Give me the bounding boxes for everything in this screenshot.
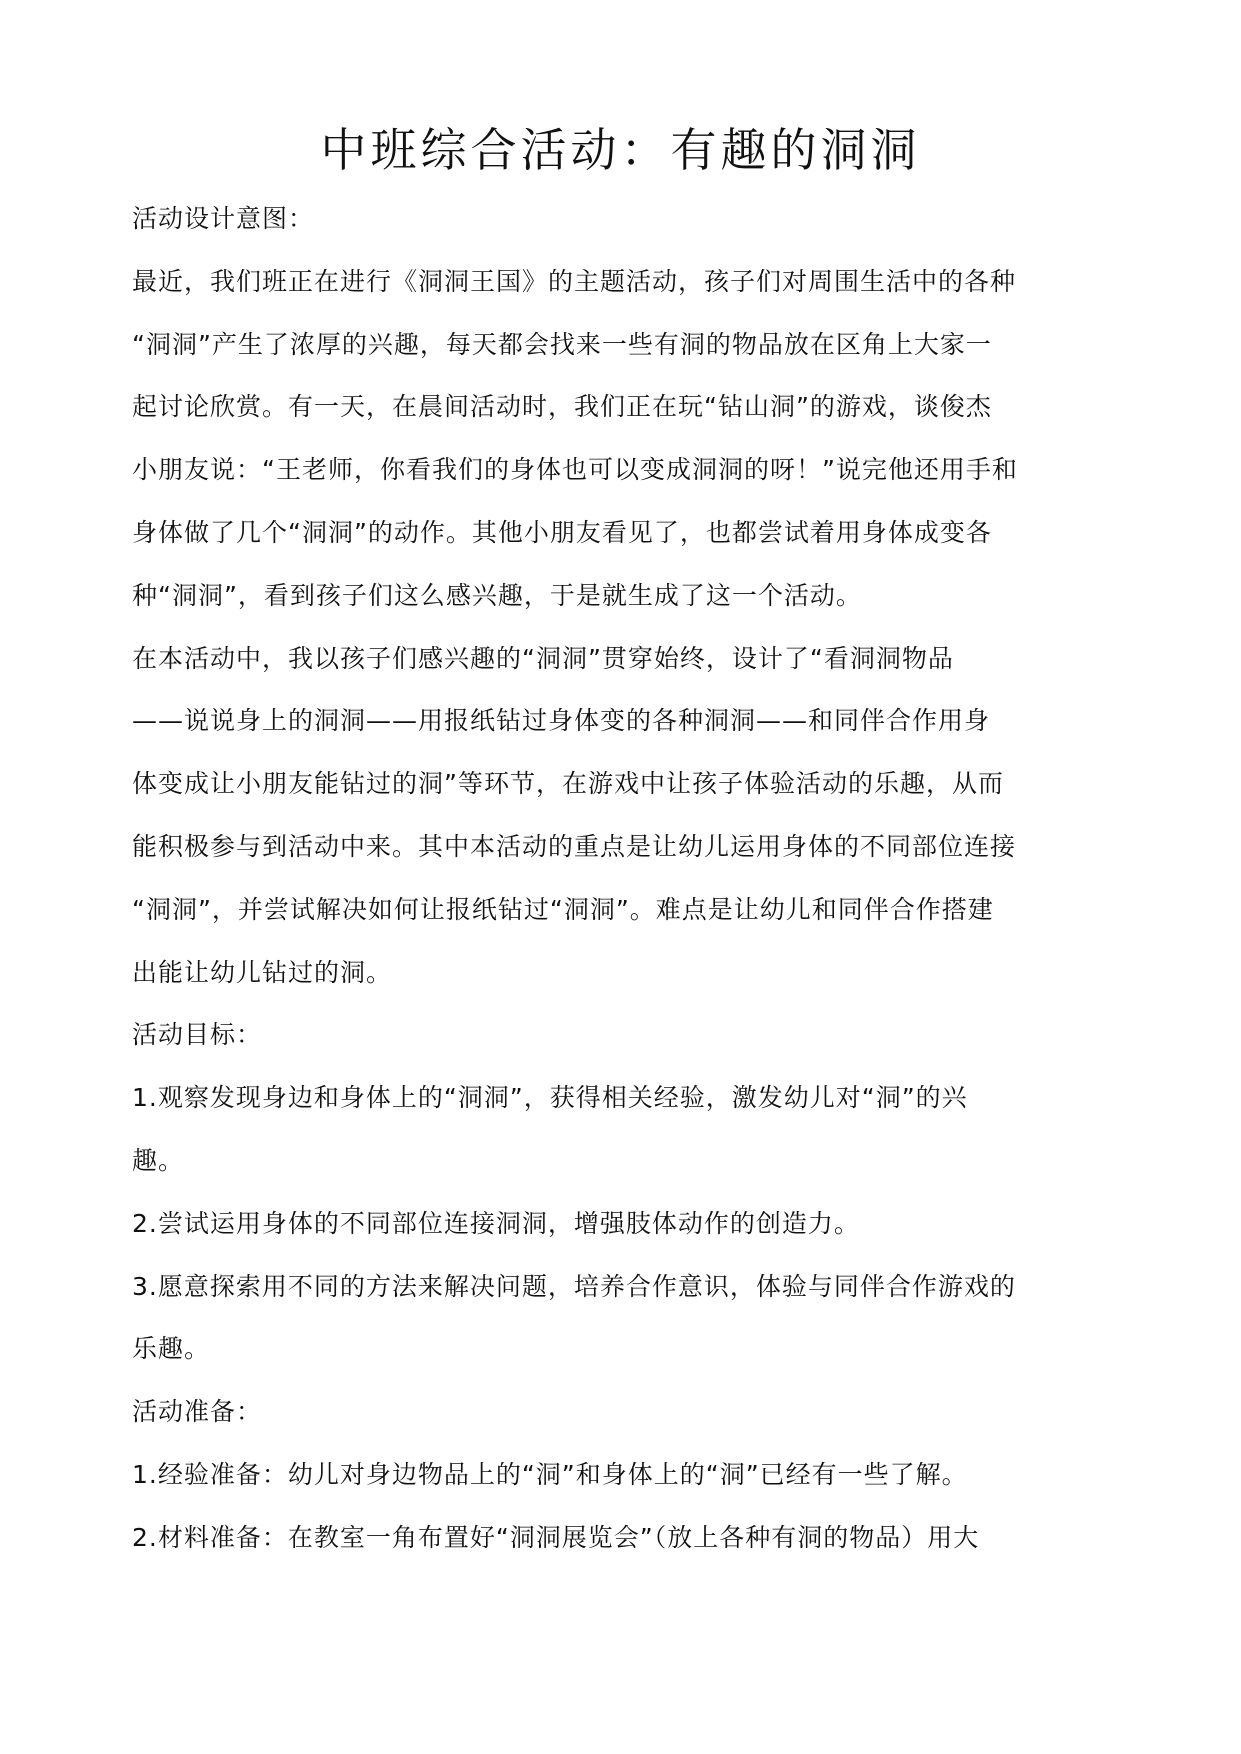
body-line: 种“洞洞”，看到孩子们这么感兴趣，于是就生成了这一个活动。 <box>132 580 862 610</box>
document-title: 中班综合活动：有趣的洞洞 <box>320 123 921 177</box>
body-line: 体变成让小朋友能钻过的洞”等环节，在游戏中让孩子体验活动的乐趣，从而 <box>132 769 1004 799</box>
section-heading-design-intent: 活动设计意图： <box>132 204 315 233</box>
objective-item: 乐趣。 <box>132 1334 211 1364</box>
body-line: 身体做了几个“洞洞”的动作。其他小朋友看见了，也都尝试着用身体成变各 <box>132 517 992 547</box>
document-body <box>132 188 1112 1570</box>
body-line: “洞洞”，并尝试解决如何让报纸钻过“洞洞”。难点是让幼儿和同伴合作搭建 <box>132 894 994 924</box>
section-heading-objectives: 活动目标： <box>132 1020 263 1050</box>
body-line: 出能让幼儿钻过的洞。 <box>132 957 393 987</box>
body-line: “洞洞”产生了浓厚的兴趣，每天都会找来一些有洞的物品放在区角上大家一 <box>132 329 992 359</box>
preparation-item: 1.经验准备：幼儿对身边物品上的“洞”和身体上的“洞”已经有一些了解。 <box>132 1459 968 1489</box>
objective-item: 2.尝试运用身体的不同部位连接洞洞，增强肢体动作的创造力。 <box>132 1208 860 1238</box>
body-line: ——说说身上的洞洞——用报纸钻过身体变的各种洞洞——和同伴合作用身 <box>132 706 991 736</box>
objective-item: 1.观察发现身边和身体上的“洞洞”，获得相关经验，激发幼儿对“洞”的兴 <box>132 1083 968 1113</box>
preparation-item: 2.材料准备：在教室一角布置好“洞洞展览会”（放上各种有洞的物品）用大 <box>132 1522 980 1552</box>
body-line: 起讨论欣赏。有一天，在晨间活动时，我们正在玩“钻山洞”的游戏，谈俊杰 <box>132 392 992 422</box>
section-heading-preparation: 活动准备： <box>132 1397 263 1427</box>
objective-item: 3.愿意探索用不同的方法来解决问题，培养合作意识，体验与同伴合作游戏的 <box>132 1271 1016 1301</box>
objective-item: 趣。 <box>132 1145 185 1175</box>
body-line: 在本活动中，我以孩子们感兴趣的“洞洞”贯穿始终，设计了“看洞洞物品 <box>132 643 954 673</box>
body-line: 能积极参与到活动中来。其中本活动的重点是让幼儿运用身体的不同部位连接 <box>132 831 1017 861</box>
body-line: 最近，我们班正在进行《洞洞王国》的主题活动，孩子们对周围生活中的各种 <box>132 266 1017 296</box>
body-line: 小朋友说：“王老师，你看我们的身体也可以变成洞洞的呀！”说完他还用手和 <box>132 455 1018 485</box>
